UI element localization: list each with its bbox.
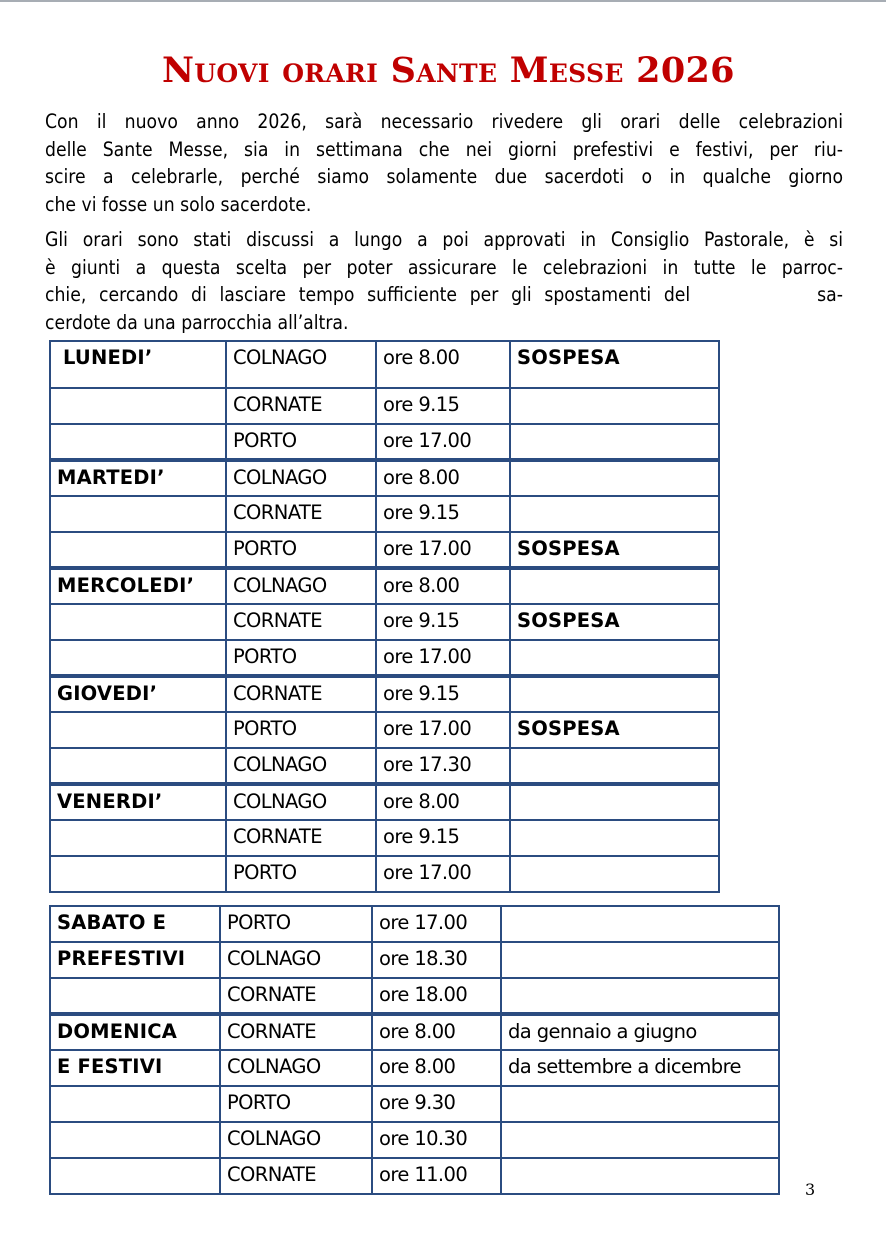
place-cell: PORTO bbox=[226, 424, 376, 460]
schedule-row bbox=[50, 496, 719, 532]
schedule-row bbox=[50, 712, 719, 748]
note-cell bbox=[510, 388, 719, 424]
time-cell: ore 9.15 bbox=[376, 496, 510, 532]
schedule-row bbox=[50, 676, 719, 712]
time-cell: ore 9.15 bbox=[376, 676, 510, 712]
day-cell bbox=[50, 424, 226, 460]
schedule-row bbox=[50, 1014, 779, 1050]
schedule-row bbox=[50, 1050, 779, 1086]
place-cell: PORTO bbox=[226, 712, 376, 748]
place-cell: COLNAGO bbox=[226, 784, 376, 820]
place-cell: COLNAGO bbox=[220, 1050, 372, 1086]
place-cell: CORNATE bbox=[226, 496, 376, 532]
day-cell: SABATO E bbox=[50, 906, 220, 942]
schedule-row bbox=[50, 856, 719, 892]
place-cell: CORNATE bbox=[226, 676, 376, 712]
place-cell: CORNATE bbox=[226, 820, 376, 856]
place-cell: PORTO bbox=[220, 906, 372, 942]
time-cell: ore 9.15 bbox=[376, 820, 510, 856]
schedule-row bbox=[50, 906, 779, 942]
note-cell: SOSPESA bbox=[510, 341, 719, 388]
paragraph-line: scire a celebrarle, perché siamo solamente due sacerdoti o in qualche giorno bbox=[45, 165, 843, 188]
day-cell bbox=[50, 978, 220, 1014]
schedule-row bbox=[50, 748, 719, 784]
paragraph-line: Con il nuovo anno 2026, sarà necessario rivedere gli orari delle celebrazioni bbox=[45, 110, 843, 133]
day-cell bbox=[50, 748, 226, 784]
time-cell: ore 17.00 bbox=[376, 712, 510, 748]
schedule-row bbox=[50, 1122, 779, 1158]
schedule-row bbox=[50, 460, 719, 496]
day-cell bbox=[50, 1122, 220, 1158]
time-cell: ore 17.00 bbox=[376, 640, 510, 676]
place-cell: CORNATE bbox=[220, 1158, 372, 1194]
paragraph-line: cerdote da una parrocchia all’altra. bbox=[45, 310, 349, 334]
day-cell bbox=[50, 712, 226, 748]
note-cell bbox=[510, 424, 719, 460]
schedule-row bbox=[50, 568, 719, 604]
day-cell bbox=[50, 1086, 220, 1122]
schedule-row bbox=[50, 820, 719, 856]
note-cell bbox=[501, 978, 779, 1014]
note-cell bbox=[510, 784, 719, 820]
paragraph-line: chie, cercando di lasciare tempo sufficiente per gli spostamenti del sa- bbox=[45, 283, 843, 306]
paragraph-line: è giunti a questa scelta per poter assicurare le celebrazioni in tutte le parroc- bbox=[45, 255, 843, 279]
schedule-row bbox=[50, 604, 719, 640]
time-cell: ore 9.30 bbox=[372, 1086, 501, 1122]
time-cell: ore 8.00 bbox=[372, 1014, 501, 1050]
day-cell: MERCOLEDI’ bbox=[50, 568, 226, 604]
day-cell: GIOVEDI’ bbox=[50, 676, 226, 712]
day-cell: MARTEDI’ bbox=[50, 460, 226, 496]
day-cell: E FESTIVI bbox=[50, 1050, 220, 1086]
time-cell: ore 8.00 bbox=[372, 1050, 501, 1086]
place-cell: PORTO bbox=[226, 640, 376, 676]
time-cell: ore 8.00 bbox=[376, 784, 510, 820]
note-cell bbox=[510, 496, 719, 532]
note-cell: SOSPESA bbox=[510, 712, 719, 748]
time-cell: ore 17.00 bbox=[376, 856, 510, 892]
weekend-schedule-table bbox=[49, 905, 780, 1195]
day-cell bbox=[50, 604, 226, 640]
place-cell: COLNAGO bbox=[226, 460, 376, 496]
place-cell: CORNATE bbox=[226, 388, 376, 424]
note-cell: SOSPESA bbox=[510, 604, 719, 640]
time-cell: ore 17.30 bbox=[376, 748, 510, 784]
time-cell: ore 18.30 bbox=[372, 942, 501, 978]
note-cell bbox=[501, 1122, 779, 1158]
note-cell bbox=[501, 1158, 779, 1194]
weekday-schedule-table bbox=[49, 340, 720, 893]
place-cell: COLNAGO bbox=[226, 568, 376, 604]
note-cell bbox=[510, 676, 719, 712]
place-cell: PORTO bbox=[226, 856, 376, 892]
note-cell bbox=[510, 568, 719, 604]
schedule-row bbox=[50, 784, 719, 820]
note-cell bbox=[510, 820, 719, 856]
place-cell: COLNAGO bbox=[220, 942, 372, 978]
paragraph-line: che vi fosse un solo sacerdote. bbox=[45, 192, 312, 216]
day-cell bbox=[50, 532, 226, 568]
time-cell: ore 17.00 bbox=[376, 424, 510, 460]
note-cell bbox=[501, 942, 779, 978]
page-title: Nuovi orari Sante Messe 2026 bbox=[162, 50, 735, 91]
place-cell: CORNATE bbox=[226, 604, 376, 640]
note-cell: da settembre a dicembre bbox=[501, 1050, 779, 1086]
place-cell: PORTO bbox=[220, 1086, 372, 1122]
schedule-row bbox=[50, 1158, 779, 1194]
day-cell bbox=[50, 640, 226, 676]
schedule-row bbox=[50, 1086, 779, 1122]
time-cell: ore 8.00 bbox=[376, 341, 510, 388]
schedule-row bbox=[50, 341, 719, 388]
place-cell: COLNAGO bbox=[220, 1122, 372, 1158]
day-cell bbox=[50, 1158, 220, 1194]
time-cell: ore 8.00 bbox=[376, 460, 510, 496]
note-cell: SOSPESA bbox=[510, 532, 719, 568]
time-cell: ore 9.15 bbox=[376, 604, 510, 640]
schedule-row bbox=[50, 640, 719, 676]
place-cell: COLNAGO bbox=[226, 341, 376, 388]
note-cell: da gennaio a giugno bbox=[501, 1014, 779, 1050]
intro-paragraph bbox=[45, 108, 843, 218]
place-cell: CORNATE bbox=[220, 978, 372, 1014]
day-cell bbox=[50, 856, 226, 892]
time-cell: ore 17.00 bbox=[376, 532, 510, 568]
day-cell: LUNEDI’ bbox=[50, 341, 226, 388]
day-cell bbox=[50, 820, 226, 856]
note-cell bbox=[510, 640, 719, 676]
time-cell: ore 11.00 bbox=[372, 1158, 501, 1194]
note-cell bbox=[501, 906, 779, 942]
place-cell: PORTO bbox=[226, 532, 376, 568]
time-cell: ore 17.00 bbox=[372, 906, 501, 942]
place-cell: CORNATE bbox=[220, 1014, 372, 1050]
schedule-row bbox=[50, 532, 719, 568]
day-cell: DOMENICA bbox=[50, 1014, 220, 1050]
day-cell: PREFESTIVI bbox=[50, 942, 220, 978]
time-cell: ore 18.00 bbox=[372, 978, 501, 1014]
note-cell bbox=[510, 460, 719, 496]
time-cell: ore 8.00 bbox=[376, 568, 510, 604]
schedule-row bbox=[50, 978, 779, 1014]
place-cell: COLNAGO bbox=[226, 748, 376, 784]
note-cell bbox=[510, 748, 719, 784]
schedule-row bbox=[50, 424, 719, 460]
page-number: 3 bbox=[805, 1180, 816, 1199]
paragraph-line: Gli orari sono stati discussi a lungo a poi approvati in Consiglio Pastorale, è si bbox=[45, 228, 843, 251]
time-cell: ore 9.15 bbox=[376, 388, 510, 424]
schedule-row bbox=[50, 942, 779, 978]
day-cell: VENERDI’ bbox=[50, 784, 226, 820]
time-cell: ore 10.30 bbox=[372, 1122, 501, 1158]
day-cell bbox=[50, 496, 226, 532]
note-cell bbox=[510, 856, 719, 892]
day-cell bbox=[50, 388, 226, 424]
schedule-row bbox=[50, 388, 719, 424]
top-rule bbox=[0, 0, 886, 2]
explanation-paragraph bbox=[45, 226, 843, 336]
note-cell bbox=[501, 1086, 779, 1122]
paragraph-line: delle Sante Messe, sia in settimana che nei giorni prefestivi e festivi, per riu- bbox=[45, 137, 843, 161]
